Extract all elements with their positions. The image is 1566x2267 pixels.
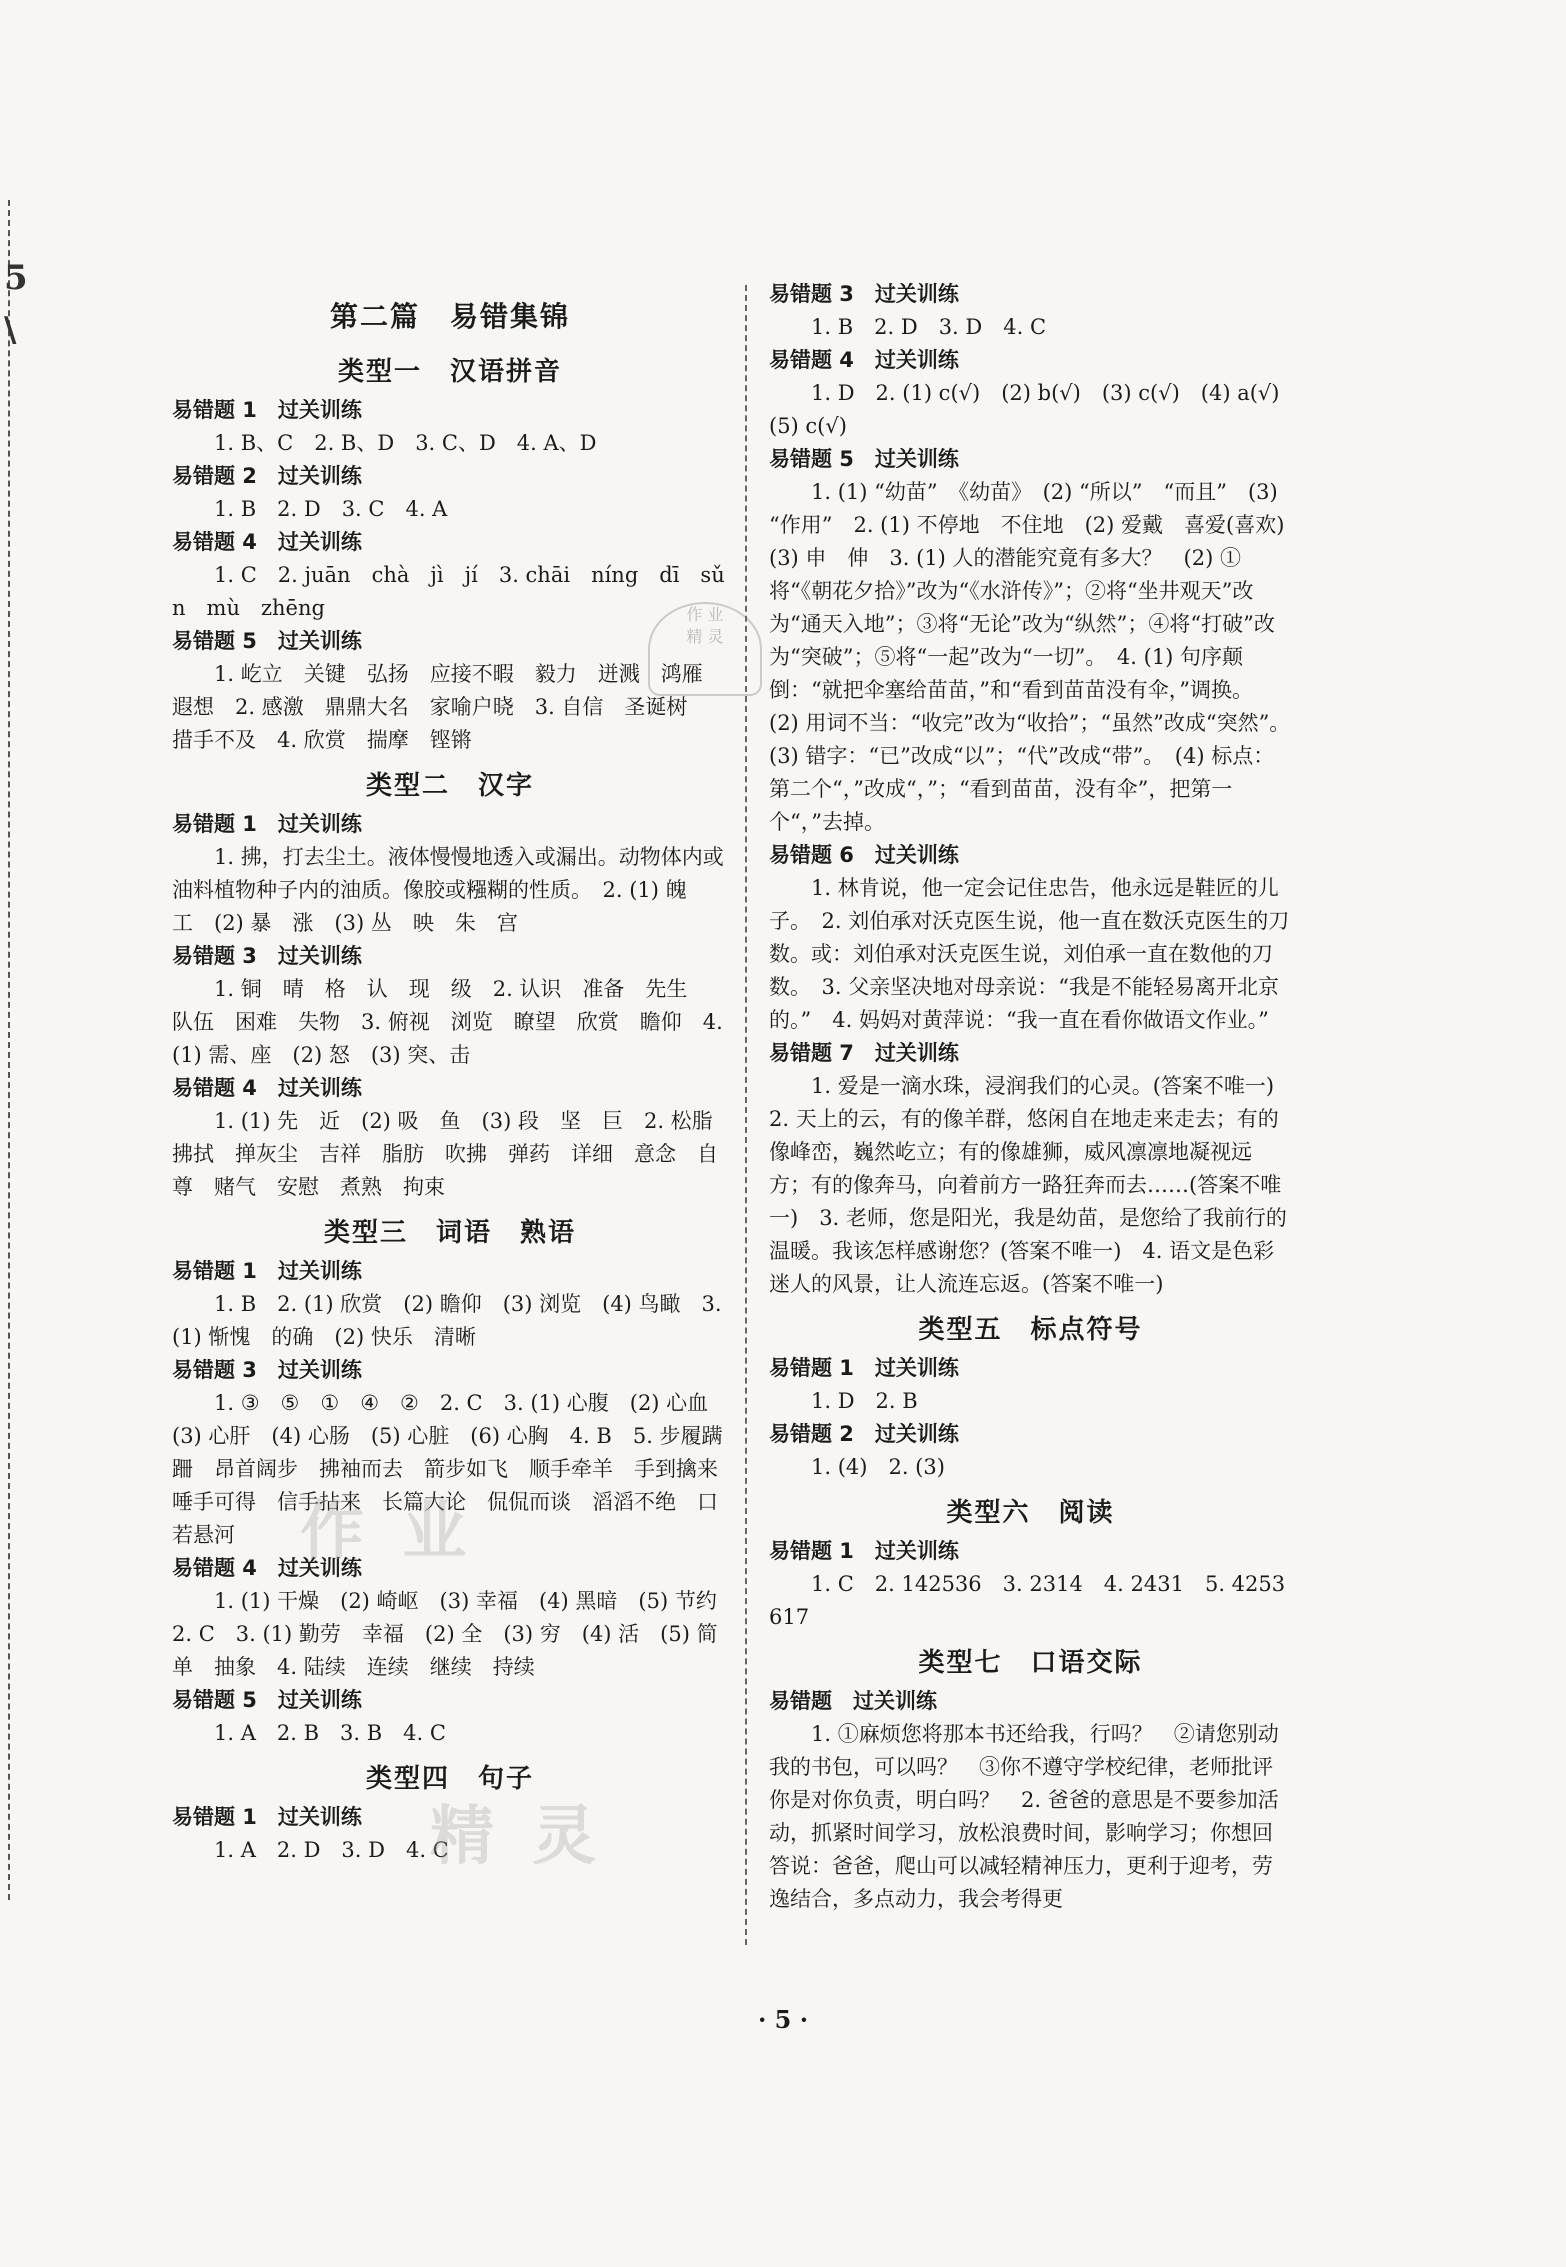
section-heading: 类型三 词语 熟语 bbox=[323, 1218, 576, 1248]
watermark-text: 作 业 bbox=[300, 1495, 475, 1569]
left-column bbox=[172, 275, 739, 1867]
exercise-block bbox=[172, 940, 728, 1072]
exercise-block bbox=[769, 1352, 1292, 1418]
exercise-label: 易错题 过关训练 bbox=[769, 1689, 937, 1713]
exercise-block bbox=[769, 1418, 1292, 1484]
binding-mark-bottom: \ bbox=[4, 310, 17, 350]
binding-mark-top: 5 bbox=[4, 258, 28, 298]
exercise-block bbox=[172, 1255, 728, 1354]
section-heading: 类型二 汉字 bbox=[365, 771, 534, 801]
right-column bbox=[769, 278, 1306, 1916]
exercise-label: 易错题 3 过关训练 bbox=[172, 944, 362, 968]
exercise-answer: 1. ①麻烦您将那本书还给我，行吗？ ②请您别动我的书包，可以吗？ ③你不遵守学校纪律，老师批评你是对你负责，明白吗？ 2. 爸爸的意思是不要参加活动，抓紧时间学习，放松浪费时间，影响学习；你想回答说：爸爸，爬山可以减轻精神压力，更利于迎考，劳逸结合，多点动力，我会考得更 bbox=[769, 1722, 1279, 1911]
exercise-answer: 1. C 2. juān chà jì jí 3. chāi níng dī sǔn mù zhēng bbox=[172, 563, 725, 620]
exercise-label: 易错题 4 过关训练 bbox=[769, 348, 959, 372]
exercise-answer: 1. (4) 2. (3) bbox=[811, 1455, 945, 1479]
exercise-answer: 1. (1) 先 近 (2) 吸 鱼 (3) 段 坚 巨 2. 松脂 拂拭 掸灰尘 吉祥 脂肪 吹拂 弹药 详细 意念 自尊 赌气 安慰 煮熟 拘束 bbox=[172, 1109, 734, 1199]
exercise-answer: 1. 林肯说，他一定会记住忠告，他永远是鞋匠的儿子。 2. 刘伯承对沃克医生说，他一直在数沃克医生的刀数。或：刘伯承对沃克医生说，刘伯承一直在数他的刀数。 3. 父亲坚决地对母亲说：“我是不能轻易离开北京的。” 4. 妈妈对黄萍说：“我一直在看你做语文作业。” bbox=[769, 876, 1290, 1032]
exercise-label: 易错题 1 过关训练 bbox=[769, 1539, 959, 1563]
exercise-answer: 1. B 2. D 3. D 4. C bbox=[811, 315, 1047, 339]
section-heading: 类型七 口语交际 bbox=[918, 1648, 1143, 1678]
exercise-block bbox=[172, 1072, 734, 1204]
section-heading: 类型六 阅读 bbox=[946, 1498, 1115, 1528]
exercise-label: 易错题 4 过关训练 bbox=[172, 530, 362, 554]
exercise-label: 易错题 1 过关训练 bbox=[172, 398, 362, 422]
exercise-label: 易错题 2 过关训练 bbox=[172, 464, 362, 488]
exercise-block bbox=[769, 1535, 1292, 1634]
exercise-answer: 1. D 2. (1) c(√) (2) b(√) (3) c(√) (4) a(√) (5) c(√) bbox=[769, 381, 1301, 438]
watermark-text-2: 精 灵 bbox=[430, 1800, 605, 1874]
exercise-answer: 1. D 2. B bbox=[811, 1389, 918, 1413]
exercise-block bbox=[769, 1037, 1296, 1301]
exercise-label: 易错题 7 过关训练 bbox=[769, 1041, 959, 1065]
section-heading: 类型一 汉语拼音 bbox=[337, 357, 562, 387]
exercise-block bbox=[172, 526, 728, 625]
exercise-label: 易错题 1 过关训练 bbox=[172, 1259, 362, 1283]
exercise-label: 易错题 3 过关训练 bbox=[172, 1358, 362, 1382]
exercise-answer: 1. B 2. (1) 欣赏 (2) 瞻仰 (3) 浏览 (4) 鸟瞰 3. (1) 惭愧 的确 (2) 快乐 清晰 bbox=[172, 1292, 722, 1349]
exercise-label: 易错题 6 过关训练 bbox=[769, 843, 959, 867]
exercise-block bbox=[172, 394, 728, 460]
page-number: · 5 · bbox=[757, 2005, 809, 2034]
exercise-label: 易错题 5 过关训练 bbox=[172, 1688, 362, 1712]
section-heading: 类型四 句子 bbox=[365, 1764, 534, 1794]
exercise-answer: 1. A 2. D 3. D 4. C bbox=[214, 1838, 449, 1862]
watermark-stamp: 作 业 精 灵 bbox=[648, 602, 762, 696]
exercise-answer: 1. B 2. D 3. C 4. A bbox=[214, 497, 448, 521]
exercise-label: 易错题 4 过关训练 bbox=[172, 1556, 362, 1580]
exercise-block bbox=[769, 1685, 1292, 1916]
exercise-block bbox=[769, 839, 1292, 1037]
exercise-answer: 1. 铜 晴 格 认 现 级 2. 认识 准备 先生 队伍 困难 失物 3. 俯视 浏览 瞭望 欣赏 瞻仰 4. (1) 需、座 (2) 怒 (3) 突、击 bbox=[172, 977, 723, 1067]
exercise-label: 易错题 5 过关训练 bbox=[769, 447, 959, 471]
exercise-block bbox=[172, 460, 728, 526]
exercise-answer: 1. B、C 2. B、D 3. C、D 4. A、D bbox=[214, 431, 597, 455]
exercise-answer: 1. ③ ⑤ ① ④ ② 2. C 3. (1) 心腹 (2) 心血 (3) 心肝 (4) 心肠 (5) 心脏 (6) 心胸 4. B 5. 步履蹒跚 昂首阔步 拂袖而去 箭步如飞 顺手牵羊 手到擒来 唾手可得 信手拈来 长篇大论 侃侃而谈 滔滔不绝 口若悬河 bbox=[172, 1391, 739, 1547]
exercise-answer: 1. 爱是一滴水珠，浸润我们的心灵。(答案不唯一) 2. 天上的云，有的像羊群，悠闲自在地走来走去；有的像峰峦，巍然屹立；有的像雄狮，威风凛凛地凝视远方；有的像奔马，向着前方一路狂奔而去……(答案不唯一) 3. 老师，您是阳光，我是幼苗，是您给了我前行的温暖。我该怎样感谢您？(答案不唯一) 4. 语文是色彩迷人的风景，让人流连忘返。(答案不唯一) bbox=[769, 1074, 1296, 1296]
exercise-label: 易错题 2 过关训练 bbox=[769, 1422, 959, 1446]
exercise-answer: 1. (1) 干燥 (2) 崎岖 (3) 幸福 (4) 黑暗 (5) 节约 2. C 3. (1) 勤劳 幸福 (2) 全 (3) 穷 (4) 活 (5) 简单 抽象 4. 陆续 连续 继续 持续 bbox=[172, 1589, 738, 1679]
exercise-answer: 1. (1) “幼苗” 《幼苗》 (2) “所以” “而且” (3) “作用” 2. (1) 不停地 不住地 (2) 爱戴 喜爱(喜欢) (3) 申 伸 3. (1) 人的潜能究竟有多大？ (2) ①将“《朝花夕拾》”改为“《水浒传》”；②将“坐井观天”改为“通天入地”；③将“无论”改为“纵然”；④将“打破”改为“突破”；⑤将“一起”改为“一切”。 4. (1) 句序颠倒：“就把伞塞给苗苗，”和“看到苗苗没有伞，”调换。 (2) 用词不当：“收完”改为“收拾”；“虽然”改成“突然”。(3) 错字：“已”改成“以”；“代”改成“带”。 (4) 标点：第二个“，”改成“，”；“看到苗苗，没有伞”，把第一个“，”去掉。 bbox=[769, 480, 1306, 834]
section-heading: 类型五 标点符号 bbox=[918, 1315, 1143, 1345]
exercise-answer: 1. A 2. B 3. B 4. C bbox=[214, 1721, 446, 1745]
exercise-block bbox=[172, 808, 728, 940]
exercise-answer: 1. C 2. 142536 3. 2314 4. 2431 5. 4253617 bbox=[769, 1572, 1286, 1629]
exercise-label: 易错题 1 过关训练 bbox=[769, 1356, 959, 1380]
exercise-label: 易错题 4 过关训练 bbox=[172, 1076, 362, 1100]
exercise-label: 易错题 1 过关训练 bbox=[172, 812, 362, 836]
exercise-label: 易错题 5 过关训练 bbox=[172, 629, 362, 653]
binding-line bbox=[8, 200, 20, 1900]
exercise-block bbox=[769, 278, 1292, 344]
exercise-label: 易错题 3 过关训练 bbox=[769, 282, 959, 306]
exercise-block bbox=[172, 1684, 728, 1750]
exercise-label: 易错题 1 过关训练 bbox=[172, 1805, 362, 1829]
page-title: 第二篇 易错集锦 bbox=[329, 300, 570, 333]
exercise-block bbox=[769, 344, 1301, 443]
exercise-answer: 1. 拂，打去尘土。液体慢慢地透入或漏出。动物体内或油料植物种子内的油质。像胶或糨糊的性质。 2. (1) 魄 工 (2) 暴 涨 (3) 丛 映 朱 宫 bbox=[172, 845, 724, 935]
exercise-answer: 1. 屹立 关键 弘扬 应接不暇 毅力 迸溅 鸿雁 遐想 2. 感激 鼎鼎大名 家喻户晓 3. 自信 圣诞树 措手不及 4. 欣赏 揣摩 铿锵 bbox=[172, 662, 724, 752]
exercise-block bbox=[172, 625, 728, 757]
column-divider bbox=[745, 285, 747, 1945]
exercise-block bbox=[769, 443, 1306, 839]
